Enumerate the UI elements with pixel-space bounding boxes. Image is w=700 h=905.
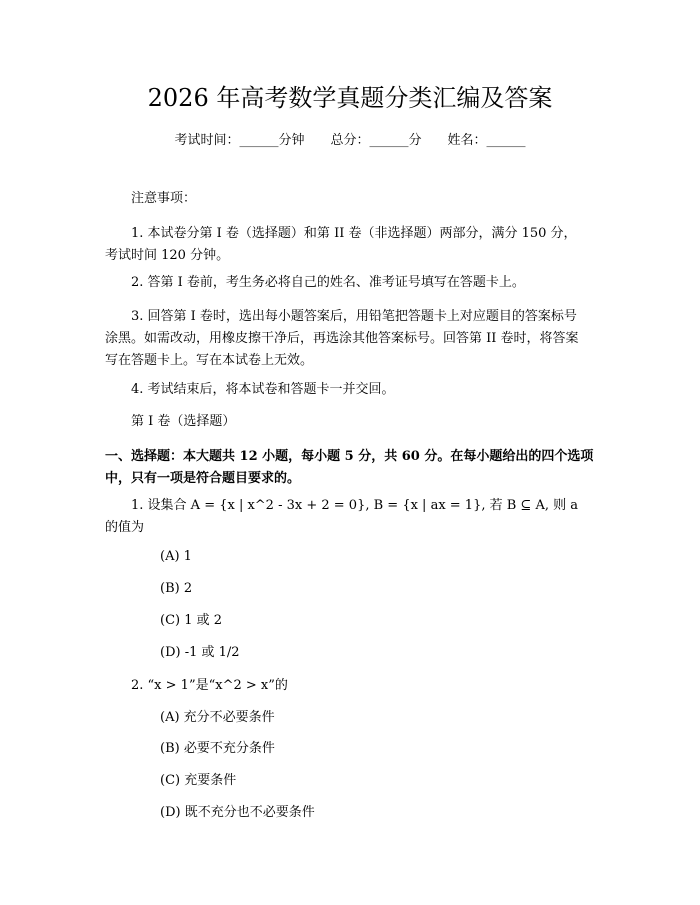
volume-label: 第 I 卷（选择题） <box>131 414 236 429</box>
question-1-option-c: (C) 1 或 2 <box>160 613 223 628</box>
question-1-stem: 1. 设集合 A = {x | x^2 - 3x + 2 = 0}, B = {x | ax = 1}, 若 B ⊆ A, 则 a 的值为 <box>105 498 578 535</box>
notice-item-1: 1. 本试卷分第 I 卷（选择题）和第 II 卷（非选择题）两部分，满分 150 分，考试时间 120 分钟。 <box>105 226 577 263</box>
notice-item-4: 4. 考试结束后，将本试卷和答题卡一并交回。 <box>131 382 395 397</box>
question-1-option-d: (D) -1 或 1/2 <box>160 645 240 660</box>
student-name-field: 姓名：______ <box>447 133 526 148</box>
part-heading: 一、选择题：本大题共 12 小题，每小题 5 分，共 60 分。在每小题给出的四个选项中，只有一项是符合题目要求的。 <box>105 449 594 486</box>
question-2-option-a: (A) 充分不必要条件 <box>160 710 275 725</box>
question-2-option-d: (D) 既不充分也不必要条件 <box>160 805 315 820</box>
notice-item-2: 2. 答第 I 卷前，考生务必将自己的姓名、准考证号填写在答题卡上。 <box>131 275 525 290</box>
question-1-option-b: (B) 2 <box>160 581 193 596</box>
page-title: 2026 年高考数学真题分类汇编及答案 <box>147 84 553 112</box>
question-2-option-c: (C) 充要条件 <box>160 773 237 788</box>
question-1-option-a: (A) 1 <box>160 549 192 564</box>
notice-heading: 注意事项： <box>131 191 197 206</box>
notice-item-3: 3. 回答第 I 卷时，选出每小题答案后，用铅笔把答题卡上对应题目的答案标号涂黑。如需改动，用橡皮擦干净后，再选涂其他答案标号。回答第 II 卷时，将答案写在答题卡上。写在本试卷上无效。 <box>105 309 579 368</box>
question-2-option-b: (B) 必要不充分条件 <box>160 741 275 756</box>
total-score-field: 总分：______分 <box>330 133 422 148</box>
exam-time-field: 考试时间：______分钟 <box>174 133 305 148</box>
question-2-stem: 2. “x > 1”是“x^2 > x”的 <box>131 678 288 693</box>
exam-info-line <box>0 131 700 151</box>
